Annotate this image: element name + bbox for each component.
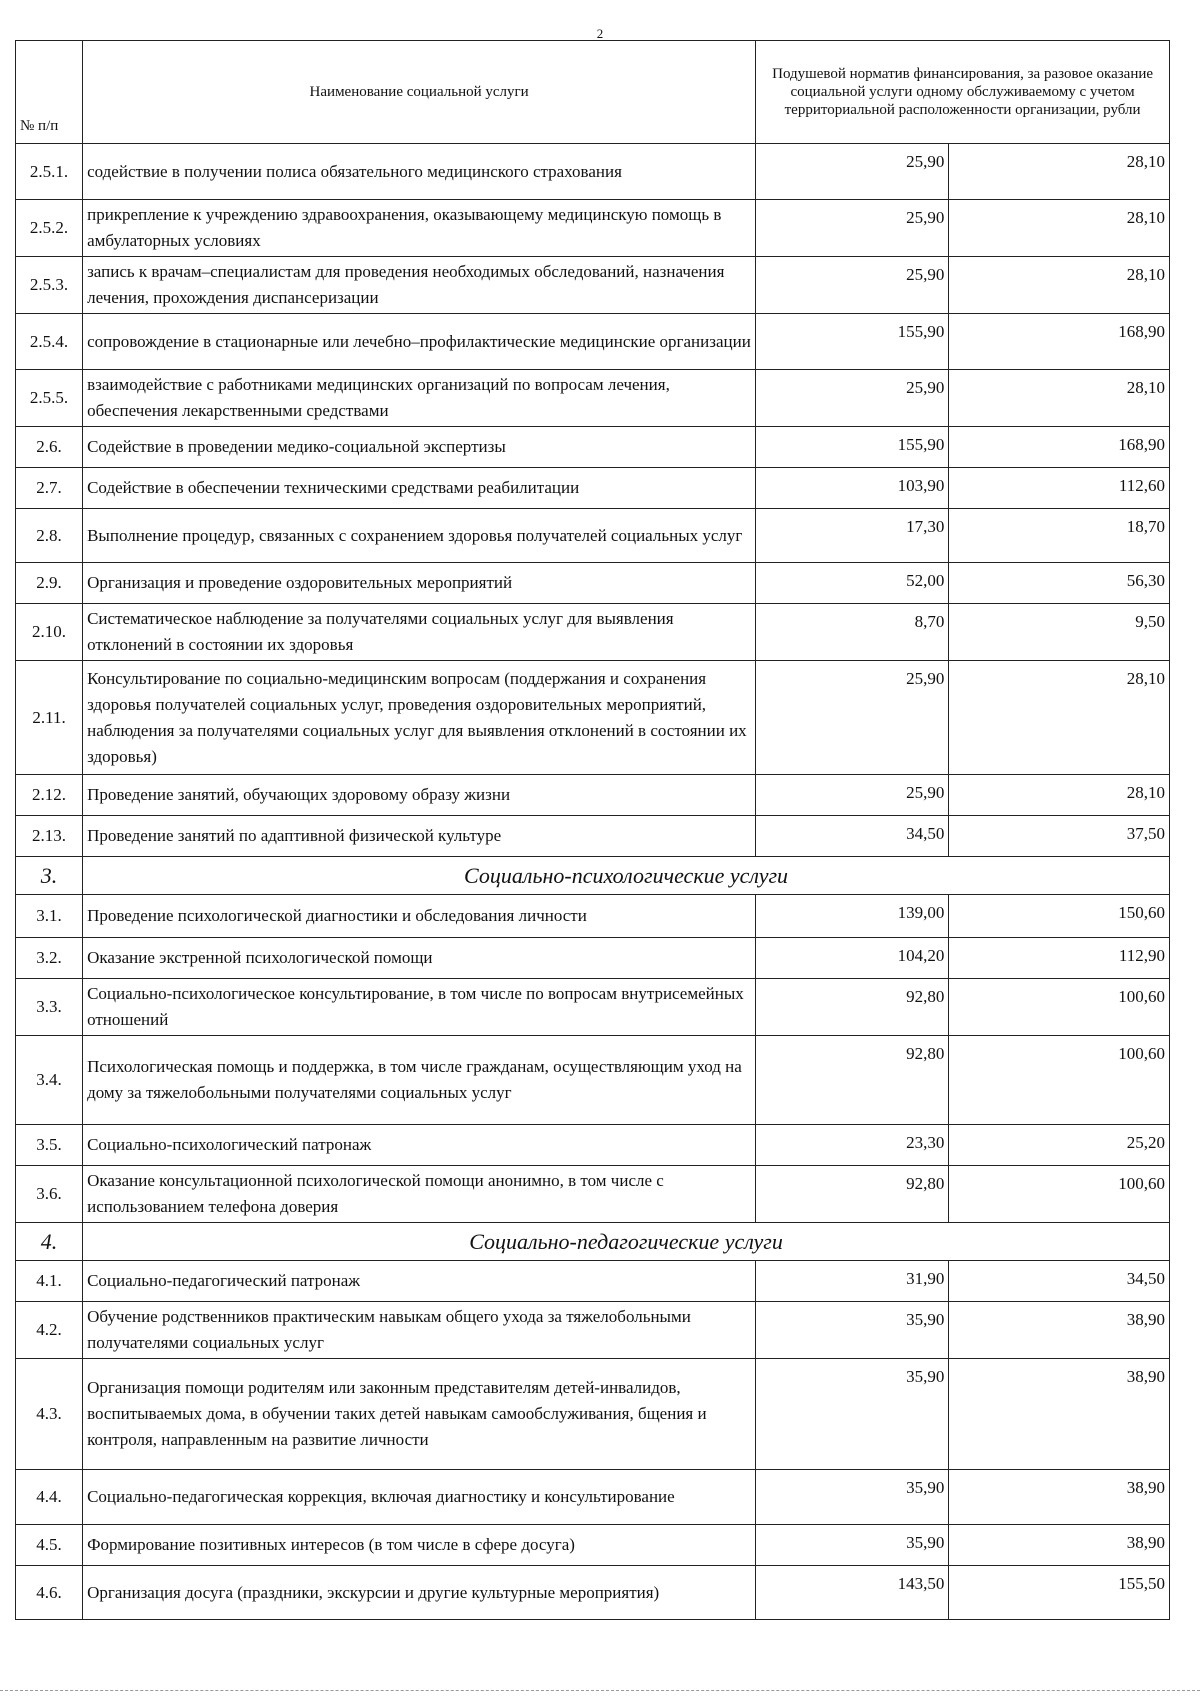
norm-value-1: 52,00 <box>756 563 949 604</box>
table-row <box>16 938 1170 979</box>
norm-value-2: 28,10 <box>949 775 1170 816</box>
norm-value-1: 35,90 <box>756 1359 949 1470</box>
norm-value-1: 25,90 <box>756 370 949 427</box>
table-header-row <box>16 41 1170 144</box>
service-name: запись к врачам–специалистам для проведения необходимых обследований, назначения лечения, прохождения диспансеризации <box>83 257 756 314</box>
norm-value-1: 34,50 <box>756 816 949 857</box>
norm-value-1: 143,50 <box>756 1566 949 1620</box>
service-name: Содействие в проведении медико-социальной экспертизы <box>83 427 756 468</box>
row-number: 4.1. <box>16 1261 83 1302</box>
table-row <box>16 314 1170 370</box>
table-row <box>16 468 1170 509</box>
service-name: Формирование позитивных интересов (в том числе в сфере досуга) <box>83 1525 756 1566</box>
norm-value-2: 100,60 <box>949 1166 1170 1223</box>
norm-value-2: 38,90 <box>949 1359 1170 1470</box>
service-name: Социально-педагогическая коррекция, включая диагностику и консультирование <box>83 1470 756 1525</box>
service-name: сопровождение в стационарные или лечебно–профилактические медицинские организации <box>83 314 756 370</box>
norm-value-2: 25,20 <box>949 1125 1170 1166</box>
row-number: 3.1. <box>16 895 83 938</box>
row-number: 2.5.2. <box>16 200 83 257</box>
norm-value-2: 9,50 <box>949 604 1170 661</box>
norm-value-2: 28,10 <box>949 257 1170 314</box>
page-number: 2 <box>596 26 604 41</box>
table-row <box>16 144 1170 200</box>
service-name: Социально-психологическое консультирование, в том числе по вопросам внутрисемейных отношений <box>83 979 756 1036</box>
services-table <box>15 40 1170 1620</box>
row-number: 4.2. <box>16 1302 83 1359</box>
norm-value-1: 25,90 <box>756 775 949 816</box>
norm-value-2: 100,60 <box>949 979 1170 1036</box>
page-bottom-divider <box>0 1690 1200 1691</box>
table-row <box>16 427 1170 468</box>
header-num: № п/п <box>16 41 83 144</box>
service-name: Организация и проведение оздоровительных мероприятий <box>83 563 756 604</box>
row-number: 4.6. <box>16 1566 83 1620</box>
norm-value-2: 150,60 <box>949 895 1170 938</box>
section-title: Социально-психологические услуги <box>83 857 1170 895</box>
service-name: Оказание экстренной психологической помощи <box>83 938 756 979</box>
norm-value-1: 23,30 <box>756 1125 949 1166</box>
section-row <box>16 1223 1170 1261</box>
service-name: взаимодействие с работниками медицинских организаций по вопросам лечения, обеспечения лекарственными средствами <box>83 370 756 427</box>
table-row <box>16 1525 1170 1566</box>
service-name: Обучение родственников практическим навыкам общего ухода за тяжелобольными получателями социальных услуг <box>83 1302 756 1359</box>
norm-value-1: 35,90 <box>756 1525 949 1566</box>
service-name: Проведение занятий, обучающих здоровому образу жизни <box>83 775 756 816</box>
header-norm: Подушевой норматив финансирования, за разовое оказание социальной услуги одному обслуживаемому с учетом территориальной расположенности организации, рубли <box>756 41 1170 144</box>
norm-value-2: 37,50 <box>949 816 1170 857</box>
service-name: Проведение занятий по адаптивной физической культуре <box>83 816 756 857</box>
row-number: 2.9. <box>16 563 83 604</box>
table-body <box>16 144 1170 1620</box>
row-number: 2.11. <box>16 661 83 775</box>
row-number: 2.5.4. <box>16 314 83 370</box>
table-row <box>16 1359 1170 1470</box>
row-number: 3.4. <box>16 1036 83 1125</box>
norm-value-2: 100,60 <box>949 1036 1170 1125</box>
norm-value-2: 34,50 <box>949 1261 1170 1302</box>
row-number: 2.6. <box>16 427 83 468</box>
norm-value-1: 25,90 <box>756 200 949 257</box>
norm-value-2: 28,10 <box>949 144 1170 200</box>
table-row <box>16 1470 1170 1525</box>
norm-value-2: 28,10 <box>949 200 1170 257</box>
norm-value-2: 168,90 <box>949 427 1170 468</box>
norm-value-2: 28,10 <box>949 370 1170 427</box>
table-row <box>16 661 1170 775</box>
norm-value-1: 155,90 <box>756 314 949 370</box>
header-service-name: Наименование социальной услуги <box>83 41 756 144</box>
service-name: содействие в получении полиса обязательного медицинского страхования <box>83 144 756 200</box>
table-row <box>16 1261 1170 1302</box>
norm-value-2: 112,90 <box>949 938 1170 979</box>
table-row <box>16 200 1170 257</box>
norm-value-2: 38,90 <box>949 1302 1170 1359</box>
row-number: 2.5.1. <box>16 144 83 200</box>
row-number: 3.3. <box>16 979 83 1036</box>
table-row <box>16 509 1170 563</box>
row-number: 3.2. <box>16 938 83 979</box>
norm-value-2: 112,60 <box>949 468 1170 509</box>
table-row <box>16 604 1170 661</box>
table-row <box>16 370 1170 427</box>
table-row <box>16 775 1170 816</box>
row-number: 2.8. <box>16 509 83 563</box>
row-number: 2.5.5. <box>16 370 83 427</box>
norm-value-2: 56,30 <box>949 563 1170 604</box>
norm-value-1: 25,90 <box>756 144 949 200</box>
norm-value-1: 35,90 <box>756 1302 949 1359</box>
row-number: 2.13. <box>16 816 83 857</box>
norm-value-1: 17,30 <box>756 509 949 563</box>
service-name: Социально-психологический патронаж <box>83 1125 756 1166</box>
table-row <box>16 563 1170 604</box>
norm-value-2: 155,50 <box>949 1566 1170 1620</box>
service-name: Выполнение процедур, связанных с сохранением здоровья получателей социальных услуг <box>83 509 756 563</box>
row-number: 2.5.3. <box>16 257 83 314</box>
table-row <box>16 895 1170 938</box>
section-title: Социально-педагогические услуги <box>83 1223 1170 1261</box>
norm-value-1: 139,00 <box>756 895 949 938</box>
table-row <box>16 979 1170 1036</box>
row-number: 3.5. <box>16 1125 83 1166</box>
norm-value-1: 92,80 <box>756 979 949 1036</box>
row-number: 3.6. <box>16 1166 83 1223</box>
row-number: 4.3. <box>16 1359 83 1470</box>
norm-value-1: 25,90 <box>756 661 949 775</box>
service-name: прикрепление к учреждению здравоохранения, оказывающему медицинскую помощь в амбулаторных условиях <box>83 200 756 257</box>
service-name: Консультирование по социально-медицинским вопросам (поддержания и сохранения здоровья получателей социальных услуг, проведения оздоровительных мероприятий, наблюдения за получателями социальных услуг для выявления отклонений в состоянии их здоровья) <box>83 661 756 775</box>
norm-value-2: 28,10 <box>949 661 1170 775</box>
table-row <box>16 1302 1170 1359</box>
norm-value-2: 38,90 <box>949 1470 1170 1525</box>
table-row <box>16 257 1170 314</box>
service-name: Оказание консультационной психологической помощи анонимно, в том числе с использованием телефона доверия <box>83 1166 756 1223</box>
norm-value-1: 103,90 <box>756 468 949 509</box>
section-number: 4. <box>16 1223 83 1261</box>
row-number: 4.4. <box>16 1470 83 1525</box>
service-name: Социально-педагогический патронаж <box>83 1261 756 1302</box>
table-row <box>16 1125 1170 1166</box>
section-number: 3. <box>16 857 83 895</box>
row-number: 2.12. <box>16 775 83 816</box>
norm-value-1: 155,90 <box>756 427 949 468</box>
service-name: Содействие в обеспечении техническими средствами реабилитации <box>83 468 756 509</box>
norm-value-1: 31,90 <box>756 1261 949 1302</box>
row-number: 4.5. <box>16 1525 83 1566</box>
service-name: Организация помощи родителям или законным представителям детей-инвалидов, воспитываемых дома, в обучении таких детей навыкам самообслуживания, бщения и контроля, направленным на развитие личности <box>83 1359 756 1470</box>
norm-value-1: 104,20 <box>756 938 949 979</box>
service-name: Психологическая помощь и поддержка, в том числе гражданам, осуществляющим уход на дому за тяжелобольными получателями социальных услуг <box>83 1036 756 1125</box>
table-row <box>16 1036 1170 1125</box>
row-number: 2.10. <box>16 604 83 661</box>
norm-value-2: 38,90 <box>949 1525 1170 1566</box>
table-row <box>16 816 1170 857</box>
table-row <box>16 1566 1170 1620</box>
service-name: Проведение психологической диагностики и обследования личности <box>83 895 756 938</box>
norm-value-1: 25,90 <box>756 257 949 314</box>
norm-value-2: 168,90 <box>949 314 1170 370</box>
row-number: 2.7. <box>16 468 83 509</box>
service-name: Организация досуга (праздники, экскурсии и другие культурные мероприятия) <box>83 1566 756 1620</box>
service-name: Систематическое наблюдение за получателями социальных услуг для выявления отклонений в состоянии их здоровья <box>83 604 756 661</box>
norm-value-1: 92,80 <box>756 1036 949 1125</box>
norm-value-1: 8,70 <box>756 604 949 661</box>
norm-value-1: 92,80 <box>756 1166 949 1223</box>
norm-value-1: 35,90 <box>756 1470 949 1525</box>
norm-value-2: 18,70 <box>949 509 1170 563</box>
section-row <box>16 857 1170 895</box>
table-row <box>16 1166 1170 1223</box>
